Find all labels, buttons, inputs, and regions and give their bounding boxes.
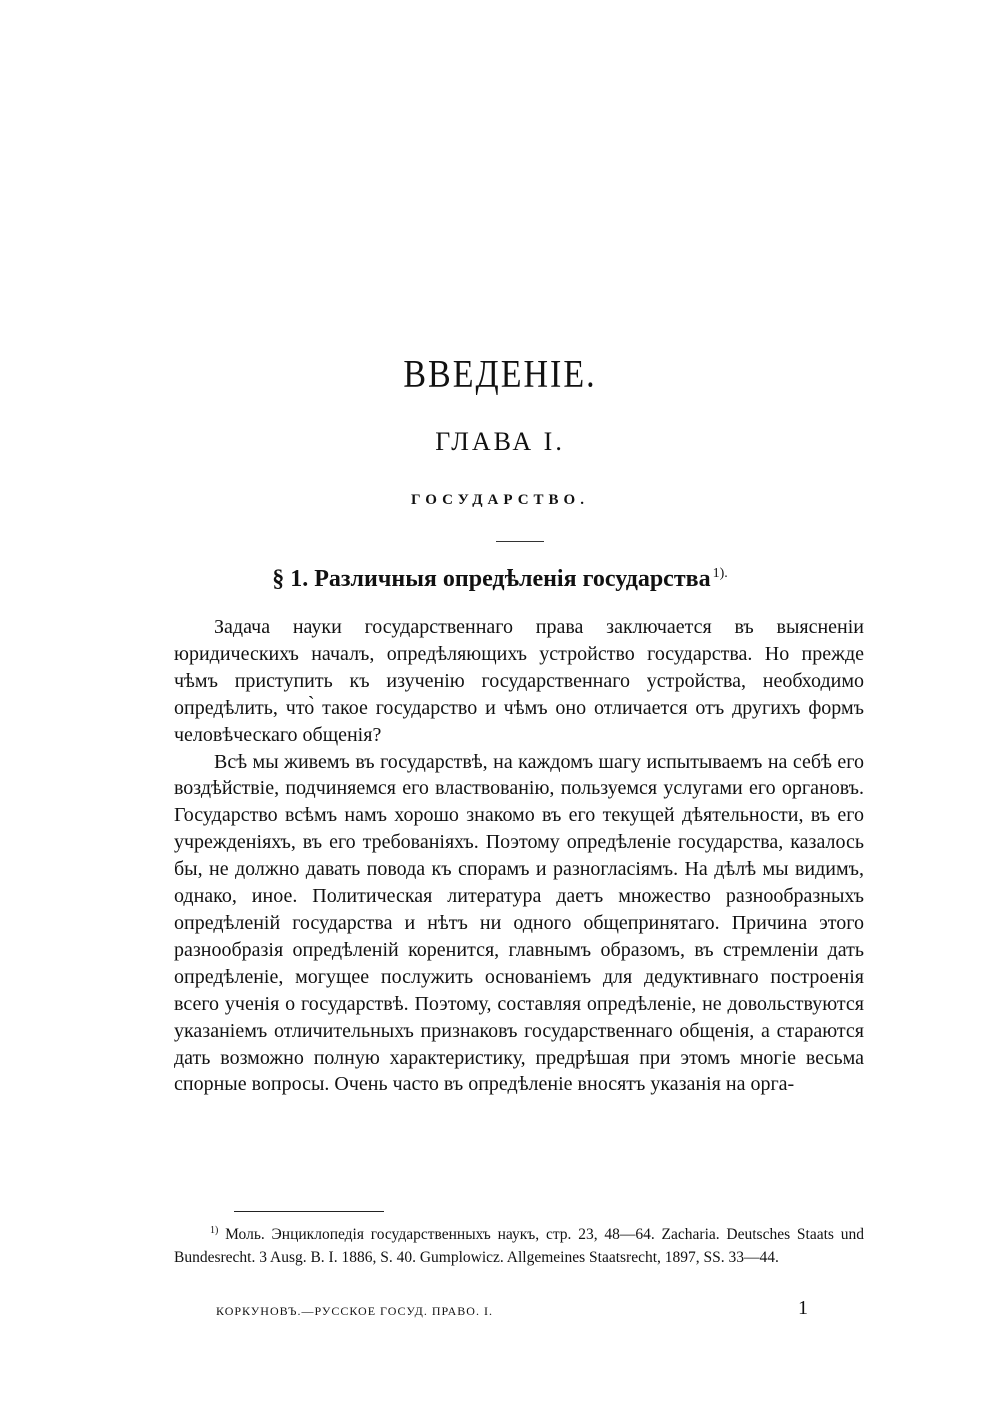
footnote-marker: 1)	[210, 1225, 219, 1236]
body-text	[174, 614, 864, 1098]
paragraph: Задача науки государственнаго права заключается въ выясненіи юридическихъ началъ, опредѣляющихъ устройство государства. Но прежде чѣмъ приступить къ изученію государственнаго устройства, необходимо опредѣлить, что̀ такое государство и чѣмъ оно отличается отъ другихъ формъ человѣческаго общенія?	[174, 616, 864, 746]
paragraph: Всѣ мы живемъ въ государствѣ, на каждомъ шагу испытываемъ на себѣ его воздѣйствіе, подчиняемся его властвованію, пользуемся услугами его органовъ. Государство всѣмъ намъ хорошо знакомо въ его текущей дѣятельности, въ его учрежденіяхъ, въ его требованіяхъ. Поэтому опредѣленіе государства, казалось бы, не должно давать повода къ спорамъ и разногласіямъ. На дѣлѣ мы видимъ, однако, иное. Политическая литература даетъ множество разнообразныхъ опредѣленій государства и нѣтъ ни одного общепринятаго. Причина этого разнообразія опредѣленій коренится, главнымъ образомъ, въ стремленіи дать опредѣленіе, могущее послужить основаніемъ для дедуктивнаго построенія всего ученія о государствѣ. Поэтому, составляя опредѣленіе, не довольствуются указаніемъ отличительныхъ признаковъ государственнаго общенія, а стараются дать возможно полную характеристику, предрѣшая при этомъ многіе весьма спорные вопросы. Очень часто въ опредѣленіе вносятъ указанія на орга-	[174, 750, 864, 1096]
running-footer: КОРКУНОВЪ.—РУССКОЕ ГОСУД. ПРАВО. I.	[216, 1304, 493, 1318]
introduction-title: ВВЕДЕНІЕ.	[403, 353, 597, 396]
page-number: 1	[798, 1297, 808, 1319]
section-footnote-ref[interactable]: 1).	[712, 566, 728, 581]
decorative-divider	[496, 541, 544, 542]
footnote-divider	[234, 1211, 384, 1212]
section-heading-text: § 1. Различныя опредѣленія государства	[272, 566, 711, 592]
chapter-subtitle: ГОСУДАРСТВО.	[411, 492, 589, 508]
footnote-text: Моль. Энциклопедія государственныхъ наукъ, стр. 23, 48—64. Zacharia. Deutsches Staats und Bundesrecht. 3 Ausg. B. I. 1886, S. 40. Gumplowicz. Allgemeines Staatsrecht, 1897, SS. 33—44.	[174, 1226, 864, 1266]
chapter-title: ГЛАВА I.	[435, 427, 565, 456]
footnote	[174, 1220, 864, 1269]
section-heading	[0, 566, 1000, 593]
